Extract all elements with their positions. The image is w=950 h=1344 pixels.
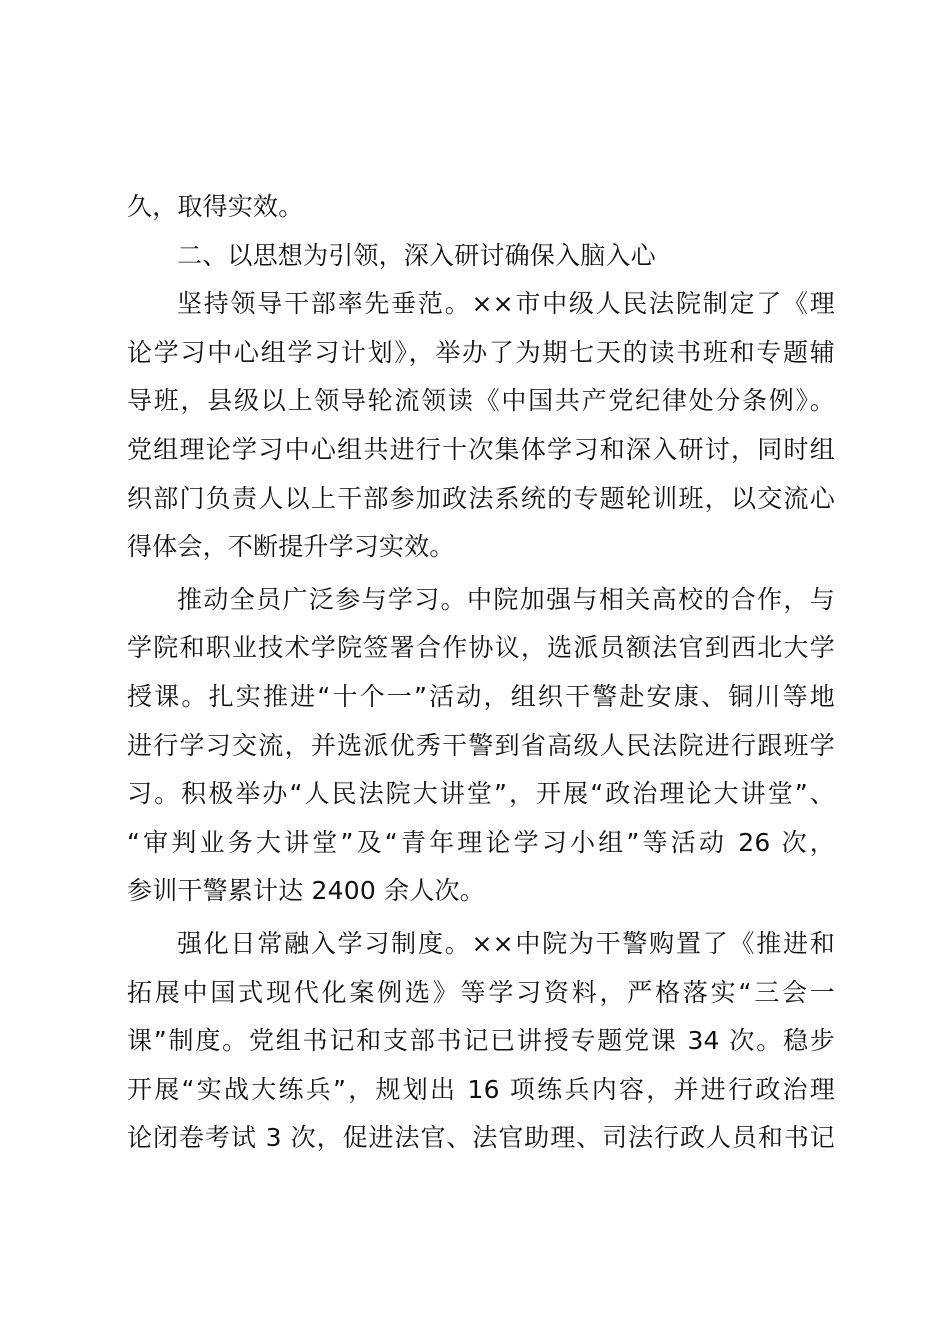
text-line: 推动全员广泛参与学习。中院加强与相关高校的合作，与 — [177, 584, 835, 614]
text-line: 坚持领导干部率先垂范。××市中级人民法院制定了《理 — [177, 289, 835, 319]
text-line: “审判业务大讲堂”及“青年理论学习小组”等活动 26 次， — [127, 827, 835, 857]
text-line: 参训干警累计达 2400 余人次。 — [127, 876, 485, 906]
text-line: 党组理论学习中心组共进行十次集体学习和深入研讨，同时组 — [127, 434, 835, 464]
text-line: 拓展中国式现代化案例选》等学习资料，严格落实“三会一 — [127, 977, 835, 1007]
text-line: 导班，县级以上领导轮流领读《中国共产党纪律处分条例》。 — [127, 386, 835, 416]
text-line: 论学习中心组学习计划》，举办了为期七天的读书班和专题辅 — [127, 337, 835, 367]
text-line: 授课。扎实推进“十个一”活动，组织干警赴安康、铜川等地 — [127, 681, 835, 711]
text-line: 进行学习交流，并选派优秀干警到省高级人民法院进行跟班学 — [127, 730, 835, 760]
section-heading: 二、以思想为引领，深入研讨确保入脑入心 — [177, 240, 656, 270]
document-body — [127, 183, 835, 1163]
text-line: 习。积极举办“人民法院大讲堂”，开展“政治理论大讲堂”、 — [127, 779, 835, 809]
text-line: 开展“实战大练兵”，规划出 16 项练兵内容，并进行政治理 — [127, 1074, 835, 1104]
text-line: 论闭卷考试 3 次，促进法官、法官助理、司法行政人员和书记 — [127, 1123, 835, 1153]
text-line: 织部门负责人以上干部参加政法系统的专题轮训班，以交流心 — [127, 483, 835, 513]
text-line: 课”制度。党组书记和支部书记已讲授专题党课 34 次。稳步 — [127, 1026, 835, 1056]
text-line: 得体会，不断提升学习实效。 — [127, 532, 455, 562]
text-line: 学院和职业技术学院签署合作协议，选派员额法官到西北大学 — [127, 633, 835, 663]
text-line: 强化日常融入学习制度。××中院为干警购置了《推进和 — [177, 928, 835, 958]
text-line-continuation: 久，取得实效。 — [127, 192, 304, 221]
